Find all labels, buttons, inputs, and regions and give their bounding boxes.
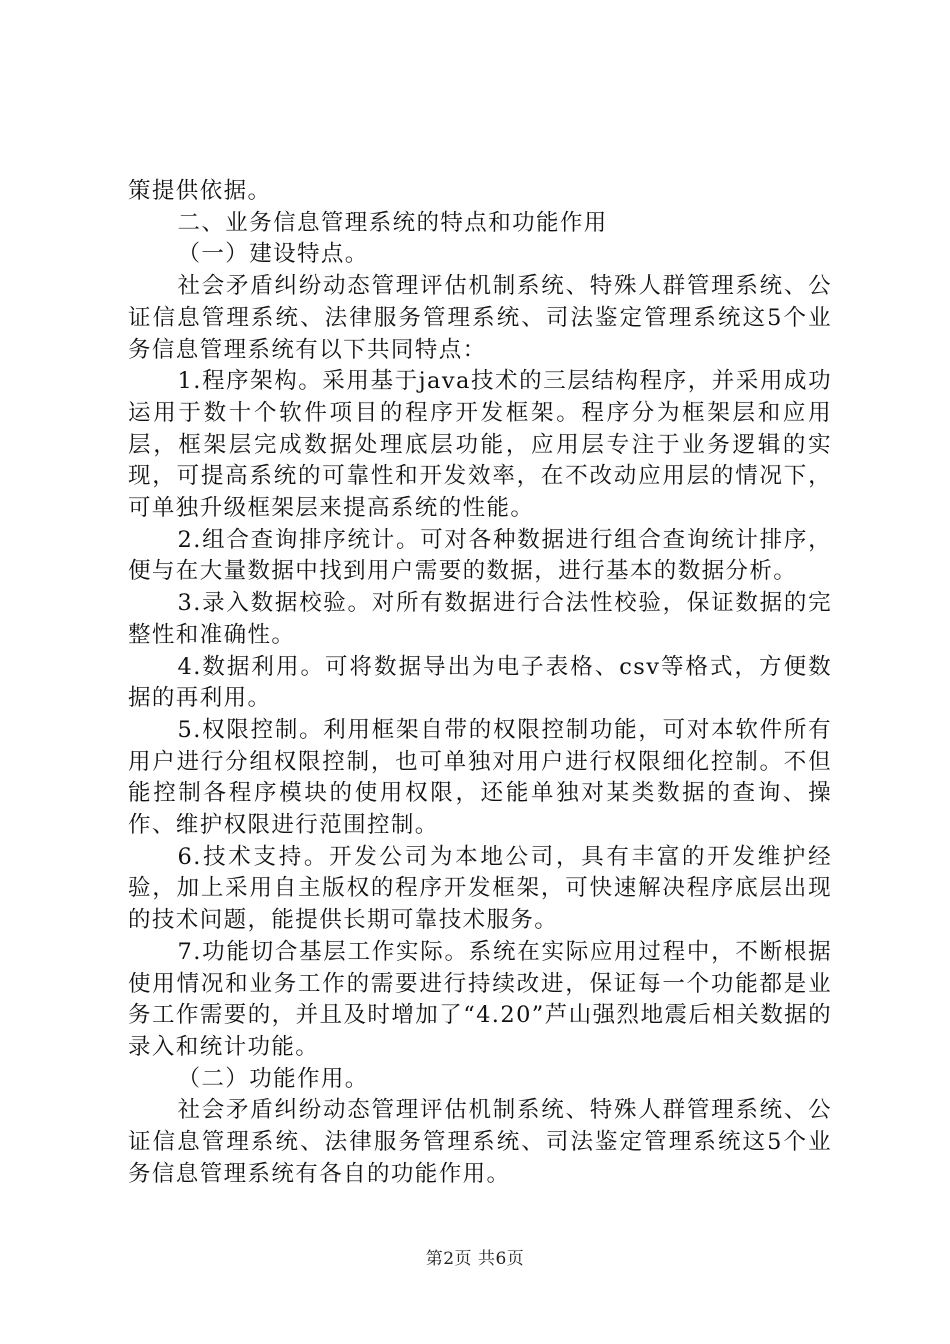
paragraph-item-1: 1.程序架构。采用基于java技术的三层结构程序，并采用成功运用于数十个软件项目的程序开发框架。程序分为框架层和应用层，框架层完成数据处理底层功能，应用层专注于业务逻辑的实现，可提高系统的可靠性和开发效率，在不改动应用层的情况下，可单独升级框架层来提高系统的性能。 <box>128 368 832 522</box>
paragraph-item-2: 2.组合查询排序统计。可对各种数据进行组合查询统计排序，便与在大量数据中找到用户需要的数据，进行基本的数据分析。 <box>128 526 832 585</box>
paragraph-item-5: 5.权限控制。利用框架自带的权限控制功能，可对本软件所有用户进行分组权限控制，也可单独对用户进行权限细化控制。不但能控制各程序模块的使用权限，还能单独对某类数据的查询、操作、维护权限进行范围控制。 <box>128 716 832 839</box>
document-body <box>128 176 832 1191</box>
paragraph-item-6: 6.技术支持。开发公司为本地公司，具有丰富的开发维护经验，加上采用自主版权的程序开发框架，可快速解决程序底层出现的技术问题，能提供长期可靠技术服务。 <box>128 843 832 934</box>
page-number-footer: 第2页 共6页 <box>425 1249 525 1269</box>
paragraph-item-3: 3.录入数据校验。对所有数据进行合法性校验，保证数据的完整性和准确性。 <box>128 590 832 648</box>
paragraph-item-7: 7.功能切合基层工作实际。系统在实际应用过程中，不断根据使用情况和业务工作的需要进行持续改进，保证每一个功能都是业务工作需要的，并且及时增加了“4.20”芦山强烈地震后相关数据的录入和统计功能。 <box>128 938 832 1060</box>
paragraph-continuation: 策提供依据。 <box>128 178 272 204</box>
subsection-heading-construction-features: （一）建设特点。 <box>177 241 369 268</box>
paragraph-intro-function: 社会矛盾纠纷动态管理评估机制系统、特殊人群管理系统、公证信息管理系统、法律服务管理系统、司法鉴定管理系统这5个业务信息管理系统有各自的功能作用。 <box>128 1097 832 1187</box>
paragraph-item-4: 4.数据利用。可将数据导出为电子表格、csv等格式，方便数据的再利用。 <box>128 653 832 712</box>
paragraph-intro-features: 社会矛盾纠纷动态管理评估机制系统、特殊人群管理系统、公证信息管理系统、法律服务管理系统、司法鉴定管理系统这5个业务信息管理系统有以下共同特点： <box>128 273 832 363</box>
subsection-heading-function: （二）功能作用。 <box>177 1065 369 1092</box>
section-heading-2: 二、业务信息管理系统的特点和功能作用 <box>177 209 608 236</box>
